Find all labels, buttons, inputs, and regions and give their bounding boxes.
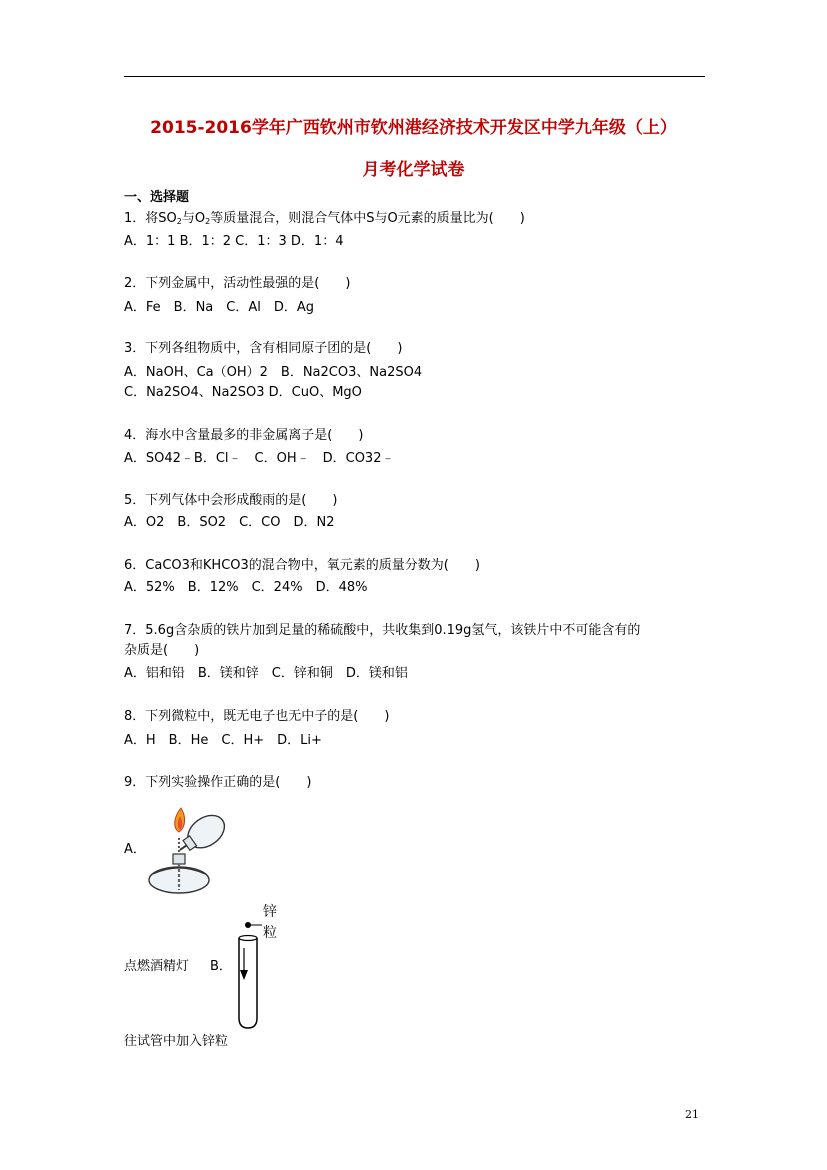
exam-title-line2: 月考化学试卷 [362,160,465,180]
test-tube-zinc-figure [230,900,290,1030]
question-5-stem: 5．下列气体中会形成酸雨的是( ) [124,493,338,508]
question-9-option-a-caption: 点燃酒精灯 [124,959,190,974]
question-8-options: A．H B．He C．H+ D．Li+ [124,733,322,748]
question-8-stem: 8．下列微粒中，既无电子也无中子的是( ) [124,709,390,724]
question-9-stem: 9．下列实验操作正确的是( ) [124,775,312,790]
question-7-stem-line2: 杂质是( ) [124,643,200,658]
test-tube-icon [239,938,257,1028]
section-heading: 一、选择题 [124,190,190,205]
question-2-options: A．Fe B．Na C．Al D．Ag [124,300,315,315]
question-7-stem-line1: 7．5.6g含杂质的铁片加到足量的稀硫酸中，共收集到0.19g氢气，该铁片中不可能含有的 [124,623,641,638]
question-4-stem: 4．海水中含量最多的非金属离子是( ) [124,428,364,443]
question-7-options: A．铝和铅 B．镁和锌 C．锌和铜 D．镁和铝 [124,666,408,681]
question-2-stem: 2．下列金属中，活动性最强的是( ) [124,276,351,291]
question-6-options: A．52% B．12% C．24% D．48% [124,580,368,595]
question-5-options: A．O2 B．SO2 C．CO D．N2 [124,515,335,530]
question-1-options: A．1：1 B．1：2 C．1：3 D．1：4 [124,234,344,249]
question-3-options-line2: C．Na2SO4、Na2SO3 D．CuO、MgO [124,385,362,400]
question-3-stem: 3．下列各组物质中，含有相同原子团的是( ) [124,341,403,356]
figure-label-zinc: 锌 [263,904,277,920]
question-9-option-b-label: B． [210,959,232,974]
figure-label-granule: 粒 [263,925,277,941]
exam-title-line1: 2015-2016学年广西钦州市钦州港经济技术开发区中学九年级（上） [150,118,677,138]
question-6-stem: 6．CaCO3和KHCO3的混合物中，氧元素的质量分数为( ) [124,558,480,573]
page-number: 21 [685,1108,699,1121]
header-rule [124,76,705,77]
question-4-options: A．SO42﹣B．Cl﹣ C．OH﹣ D．CO32﹣ [124,451,395,466]
question-1-stem: 1．将$SO_2$与$O_2$等质量混合，则混合气体中S与O元素的质量比为( ) [124,211,525,226]
question-9-option-b-caption: 往试管中加入锌粒 [124,1034,229,1049]
alcohol-lamp-lighting-figure [143,802,243,898]
question-3-options-line1: A．NaOH、Ca（OH）2 B．Na2CO3、Na2SO4 [124,365,423,380]
question-9-option-a-label: A． [124,842,146,857]
